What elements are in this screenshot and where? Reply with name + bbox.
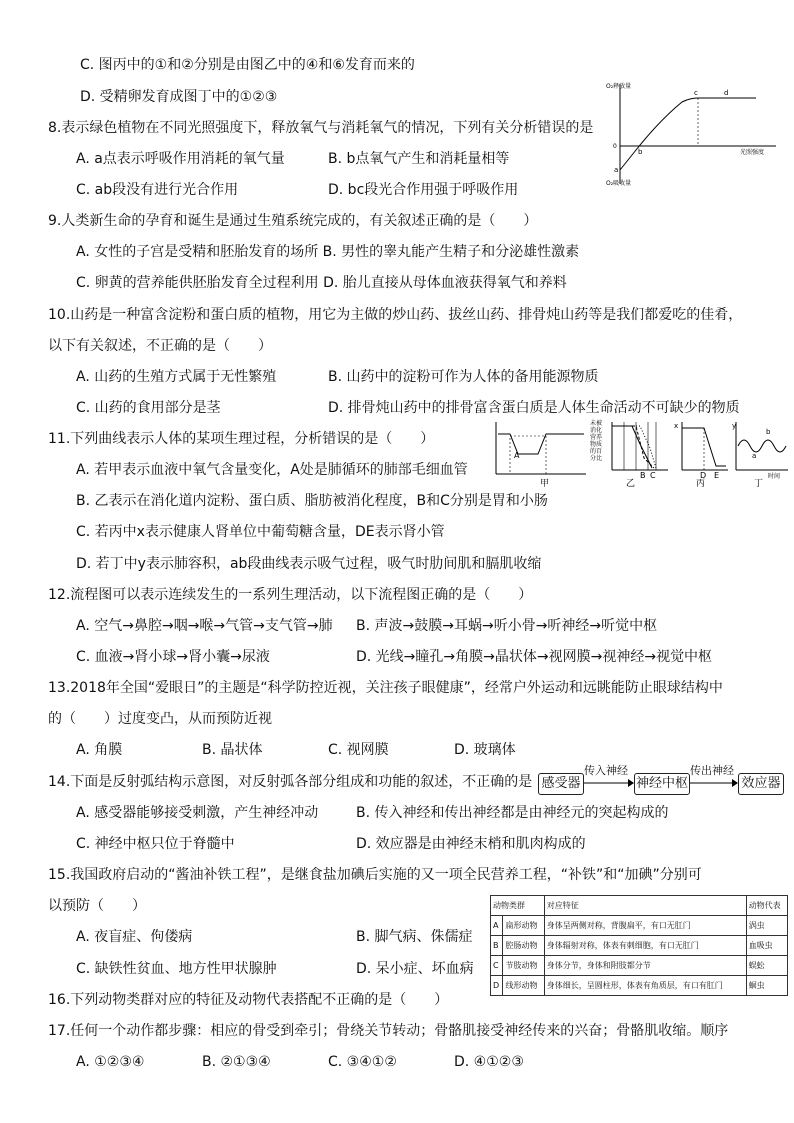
reflex-effector: 效应器	[738, 773, 784, 795]
yi-b: B	[640, 471, 646, 480]
reflex-arrow-1	[582, 778, 634, 788]
q16-stem: 16.下列动物类群对应的特征及动物代表搭配不正确的是（ ）	[48, 992, 449, 1008]
o2-point-b: b	[638, 148, 643, 156]
q8-option-a: A. a点表示呼吸作用消耗的氧气量	[76, 151, 285, 167]
q11-stem: 11.下列曲线表示人体的某项生理过程，分析错误的是（ ）	[48, 431, 435, 447]
q15-option-b: B. 脚气病、侏儒症	[356, 929, 473, 945]
q15-stem-1: 15.我国政府启动的“酱油补铁工程”，是继食盐加碘后实施的又一项全民营养工程，“补铁”和“加碘”分别可	[48, 867, 702, 883]
table-row	[491, 916, 788, 936]
curve-ding	[732, 422, 788, 488]
q14-option-b: B. 传入神经和传出神经都是由神经元的突起构成的	[356, 805, 669, 821]
q10-stem-2: 以下有关叙述，不正确的是（ ）	[48, 338, 272, 354]
q7-option-c: C. 图丙中的①和②分别是由图乙中的④和⑥发育而来的	[80, 57, 415, 73]
row-letter: B	[491, 936, 503, 956]
row-feature: 身体呈两侧对称，背腹扁平，有口无肛门	[544, 916, 746, 936]
bing-e: E	[714, 471, 720, 480]
q8-option-b: B. b点氧气产生和消耗量相等	[328, 151, 510, 167]
q13-option-b: B. 晶状体	[202, 742, 263, 758]
yi-c: C	[650, 471, 656, 480]
q12-option-a: A. 空气→鼻腔→咽→喉→气管→支气管→肺	[76, 618, 333, 634]
table-row	[491, 936, 788, 956]
ding-label: 丁	[754, 479, 764, 488]
q13-option-a: A. 角膜	[76, 742, 123, 758]
o2-origin: 0	[613, 143, 617, 150]
q13-option-d: D. 玻璃体	[454, 742, 516, 758]
q12-option-c: C. 血液→肾小球→肾小囊→尿液	[76, 649, 270, 665]
q17-option-d: D. ④①②③	[454, 1054, 524, 1070]
q17-option-c: C. ③④①②	[328, 1054, 397, 1070]
th-group: 动物类群	[491, 896, 545, 916]
q15-stem-2: 以预防（ ）	[48, 898, 146, 914]
q9-options-cd: C. 卵黄的营养能供胚胎发育全过程利用 D. 胎儿直接从母体血液获得氧气和养料	[76, 275, 567, 291]
q8-option-c: C. ab段没有进行光合作用	[76, 182, 239, 198]
o2-point-c: c	[694, 89, 698, 97]
bing-label: 丙	[696, 479, 706, 488]
yi-ylabel-3: 物质	[590, 441, 603, 448]
row-group: 节肢动物	[503, 956, 544, 976]
q13-stem-2: 的（ ）过度变凸，从而预防近视	[48, 711, 272, 727]
reflex-center: 神经中枢	[634, 773, 690, 795]
row-letter: C	[491, 956, 503, 976]
table-row	[491, 956, 788, 976]
ding-b: b	[766, 428, 771, 436]
q14-option-a: A. 感受器能够接受刺激，产生神经冲动	[76, 805, 319, 821]
row-group: 线形动物	[503, 976, 544, 996]
yi-ylabel-1: 消化	[590, 427, 603, 434]
ding-axis-y: y	[732, 422, 737, 430]
o2-light-chart	[598, 80, 778, 188]
reflex-efferent-label: 传出神经	[690, 764, 734, 777]
physiology-curves	[490, 418, 790, 488]
yi-ylabel-5: 分比	[590, 455, 603, 462]
q12-option-b: B. 声波→鼓膜→耳蜗→听小骨→听神经→听觉中枢	[356, 618, 658, 634]
q8-stem: 8.表示绿色植物在不同光照强度下，释放氧气与消耗氧气的情况，下列有关分析错误的是	[48, 120, 594, 136]
q10-option-d: D. 排骨炖山药中的排骨富含蛋白质是人体生命活动不可缺少的物质	[328, 400, 740, 416]
q10-option-b: B. 山药中的淀粉可作为人体的备用能源物质	[328, 369, 599, 385]
yi-label: 乙	[626, 479, 636, 488]
row-letter: A	[491, 916, 503, 936]
ding-a: a	[752, 452, 757, 460]
row-group: 腔肠动物	[503, 936, 544, 956]
q11-option-b: B. 乙表示在消化道内淀粉、蛋白质、脂肪被消化程度，B和C分别是胃和小肠	[76, 493, 548, 509]
q9-options-ab: A. 女性的子宫是受精和胚胎发育的场所 B. 男性的睾丸能产生精子和分泌雄性激素	[76, 244, 580, 260]
row-feature: 身体分节，身体和附肢都分节	[544, 956, 746, 976]
th-representative: 动物代表	[746, 896, 787, 916]
row-letter: D	[491, 976, 503, 996]
reflex-arrow-2	[688, 778, 738, 788]
reflex-afferent-label: 传入神经	[584, 764, 628, 777]
o2-ylabel-bottom: O₂吸收量	[606, 180, 632, 187]
q11-option-d: D. 若丁中y表示肺容积，ab段曲线表示吸气过程，吸气时肋间肌和膈肌收缩	[76, 556, 542, 572]
yi-ylabel-2: 营养	[590, 434, 603, 441]
row-representative: 血吸虫	[746, 936, 787, 956]
row-representative: 蛔虫	[746, 976, 787, 996]
q14-stem: 14.下面是反射弧结构示意图，对反射弧各部分组成和功能的叙述，不正确的是	[48, 774, 533, 790]
q17-option-a: A. ①②③④	[76, 1054, 145, 1070]
q17-stem: 17.任何一个动作都步骤：相应的骨受到牵引；骨绕关节转动；骨骼肌接受神经传来的兴奋；骨骼肌收缩。顺序	[48, 1023, 729, 1039]
q10-stem-1: 10.山药是一种富含淀粉和蛋白质的植物，用它为主做的炒山药、拔丝山药、排骨炖山药等是我们都爱吃的佳肴，	[48, 307, 743, 323]
row-representative: 涡虫	[746, 916, 787, 936]
q14-option-c: C. 神经中枢只位于脊髓中	[76, 836, 235, 852]
bing-axis-x: x	[674, 422, 679, 430]
q11-option-a: A. 若甲表示血液中氧气含量变化，A处是肺循环的肺部毛细血管	[76, 462, 468, 478]
o2-ylabel-top: O₂释放量	[606, 83, 632, 90]
q14-option-d: D. 效应器是由神经末梢和肌肉构成的	[356, 836, 586, 852]
table-row	[491, 976, 788, 996]
q13-stem-1: 13.2018年全国“爱眼日”的主题是“科学防控近视，关注孩子眼健康”，经常户外运动和远眺能防止眼球结构中	[48, 680, 723, 696]
table-header-row	[491, 896, 788, 916]
q12-stem: 12.流程图可以表示连续发生的一系列生理活动，以下流程图正确的是（ ）	[48, 587, 533, 603]
q15-option-c: C. 缺铁性贫血、地方性甲状腺肿	[76, 961, 277, 977]
q13-option-c: C. 视网膜	[328, 742, 389, 758]
q15-option-a: A. 夜盲症、佝偻病	[76, 929, 193, 945]
row-feature: 身体细长，呈圆柱形，体表有角质层，有口有肛门	[544, 976, 746, 996]
bing-d: D	[700, 471, 707, 480]
q11-option-c: C. 若丙中x表示健康人肾单位中葡萄糖含量，DE表示肾小管	[76, 524, 445, 540]
q12-option-d: D. 光线→瞳孔→角膜→晶状体→视网膜→视神经→视觉中枢	[356, 649, 713, 665]
th-feature: 对应特征	[544, 896, 746, 916]
row-group: 扁形动物	[503, 916, 544, 936]
q7-option-d: D. 受精卵发育成图丁中的①②③	[80, 89, 278, 105]
jia-region-a: A	[514, 451, 520, 460]
q10-option-c: C. 山药的食用部分是茎	[76, 400, 221, 416]
yi-ylabel-0: 未被	[590, 420, 603, 427]
row-representative: 蜈蚣	[746, 956, 787, 976]
o2-point-a: a	[614, 166, 619, 174]
q15-option-d: D. 呆小症、坏血病	[356, 961, 474, 977]
curve-bing	[674, 422, 728, 488]
row-feature: 身体辐射对称，体表有刺细胞，有口无肛门	[544, 936, 746, 956]
reflex-receptor: 感受器	[538, 773, 584, 795]
o2-point-d: d	[724, 89, 729, 97]
yi-ylabel-4: 的百	[590, 448, 603, 455]
animal-table	[490, 895, 788, 996]
o2-xlabel: 光照强度	[740, 149, 765, 156]
ding-xlabel: 时间	[768, 473, 781, 480]
q10-option-a: A. 山药的生殖方式属于无性繁殖	[76, 369, 277, 385]
q17-option-b: B. ②①③④	[202, 1054, 271, 1070]
q9-stem: 9.人类新生命的孕育和诞生是通过生殖系统完成的，有关叙述正确的是（ ）	[48, 213, 538, 229]
o2-curve	[620, 98, 756, 170]
curve-jia	[496, 422, 586, 488]
q8-option-d: D. bc段光合作用强于呼吸作用	[328, 182, 519, 198]
curve-yi	[590, 419, 668, 488]
jia-label: 甲	[540, 479, 550, 488]
